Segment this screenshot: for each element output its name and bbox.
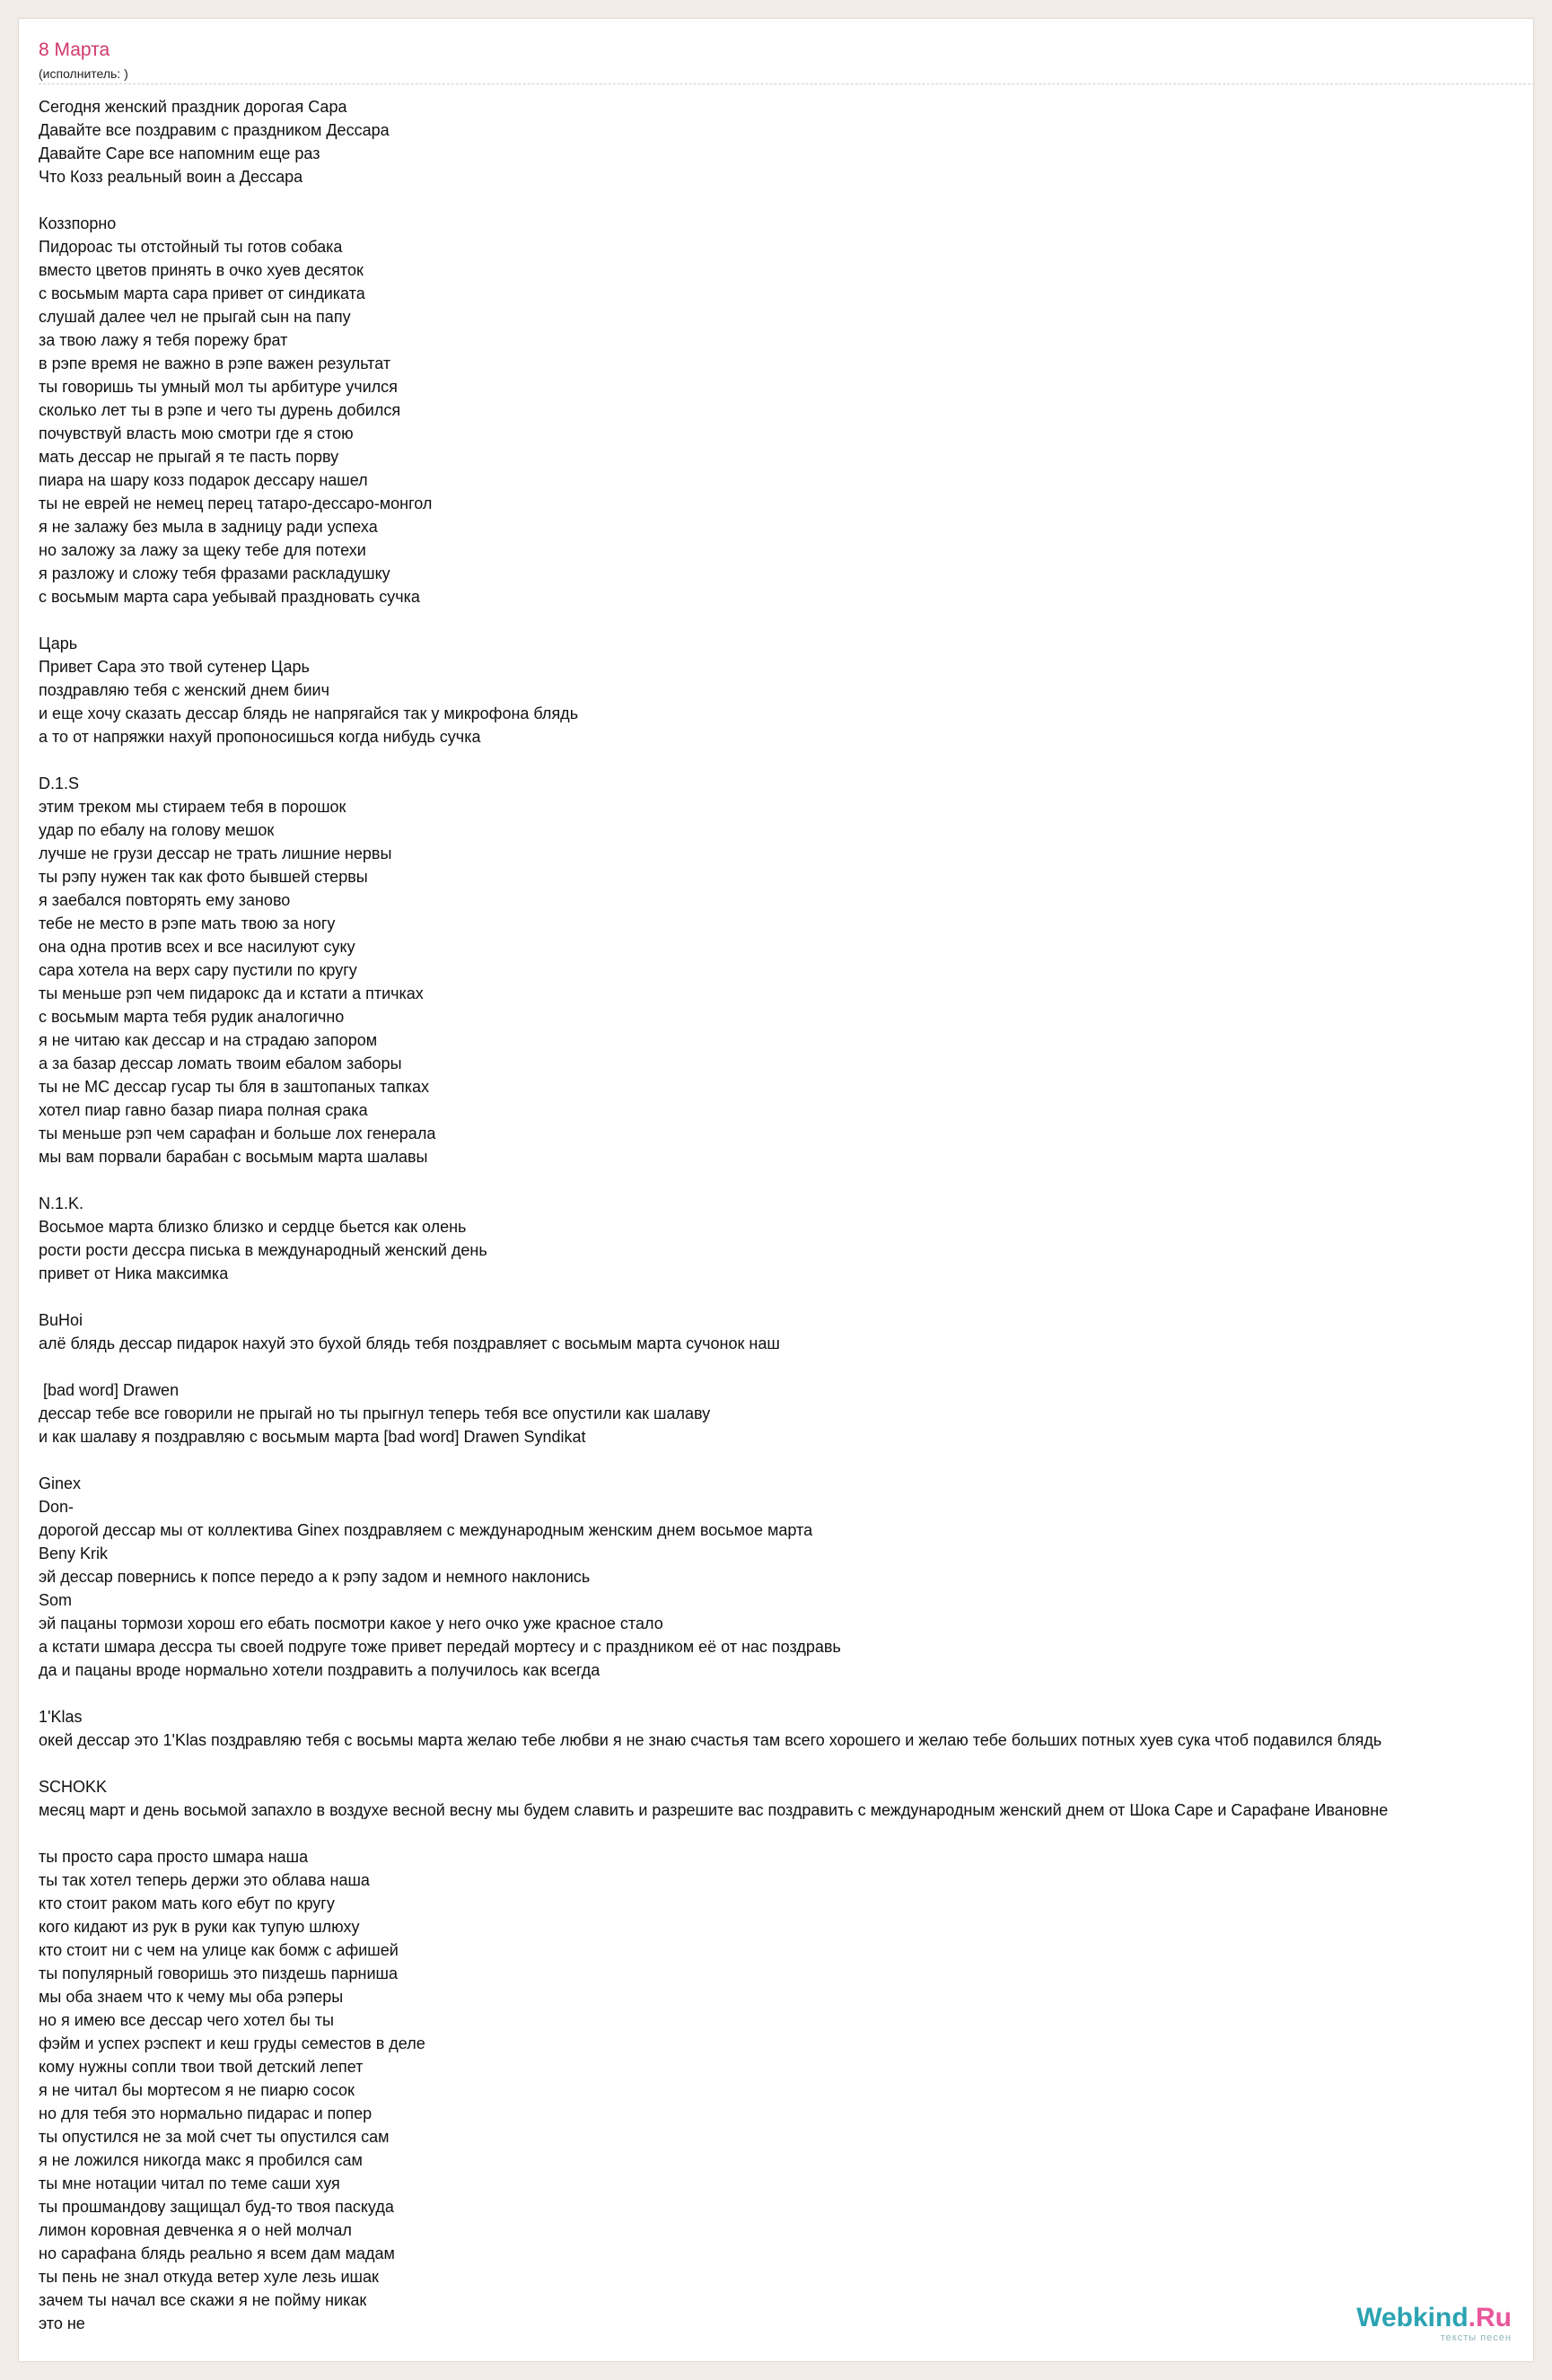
logo-name: Webkind	[1356, 2303, 1469, 2332]
lyrics-text: Сегодня женский праздник дорогая Сара Давайте все поздравим с праздником Дессара Давайте Саре все напомним еще раз Что Козз реальный воин а Дессара Коззпорно Пидороас ты отстойный ты готов собака вместо цветов принять в очко хуев десяток с восьмым марта сара привет от синдиката слушай далее чел не прыгай сын на папу за твою лажу я тебя порежу брат в рэпе время не важно в рэпе важен результат ты говоришь ты умный мол ты арбитуре учился сколько лет ты в рэпе и чего ты дурень добился почувствуй власть мою смотри где я стою мать дессар не прыгай я те пасть порву пиара на шару козз подарок дессару нашел ты не еврей не немец перец татаро-дессаро-монгол я не залажу без мыла в задницу ради успеха но заложу за лажу за щеку тебе для потехи я разложу и сложу тебя фразами раскладушку с восьмым марта сара уебывай праздновать сучка Царь Привет Сара это твой сутенер Царь поздравляю тебя с женский днем биич и еще хочу сказать дессар блядь не напрягайся так у микрофона блядь а то от напряжки нахуй пропоносишься когда нибудь сучка D.1.S этим треком мы стираем тебя в порошок удар по ебалу на голову мешок лучше не грузи дессар не трать лишние нервы ты рэпу нужен так как фото бывшей стервы я заебался повторять ему заново тебе не место в рэпе мать твою за ногу она одна против всех и все насилуют суку сара хотела на верх сару пустили по кругу ты меньше рэп чем пидарокс да и кстати а птичках с восьмым марта тебя рудик аналогично я не читаю как дессар и на страдаю запором а за базар дессар ломать твоим ебалом заборы ты не МС дессар гусар ты бля в заштопаных тапках хотел пиар гавно базар пиара полная срака ты меньше рэп чем сарафан и больше лох генерала мы вам порвали барабан с восьмым марта шалавы N.1.K. Восьмое марта близко близко и сердце бьется как олень рости рости дессра писька в международный женский день привет от Ника максимка BuHoi алё блядь дессар пидарок нахуй это бухой блядь тебя поздравляет с восьмым марта сучонок наш [bad word] Drawen дессар тебе все говорили не прыгай но ты прыгнул теперь тебя все опустили как шалаву и как шалаву я поздравляю с восьмым марта [bad word] Drawen Syndikat Ginex Don- дорогой дессар мы от коллектива Ginex поздравляем с международным женским днем восьмое марта Beny Krik эй дессар повернись к попсе передо а к рэпу задом и немного наклонись Som эй пацаны тормози хорош его ебать посмотри какое у него очко уже красное стало а кстати шмара дессра ты своей подруге тоже привет передай мортесу и с праздником её от нас поздравь да и пацаны вроде нормально хотели поздравить а получилось как всегда 1'Klas окей дессар это 1'Klas поздравляю тебя с восьмы марта желаю тебе любви я не знаю счастья там всего хорошего и желаю тебе больших потных хуев сука чтоб подавился блядь SCHOKK месяц март и день восьмой запахло в воздухе весной весну мы будем славить и разрешите вас поздравить с международным женский днем от Шока Саре и Сарафане Ивановне ты просто сара просто шмара наша ты так хотел теперь держи это облава наша кто стоит раком мать кого ебут по кругу кого кидают из рук в руки как тупую шлюху кто стоит ни с чем на улице как бомж с афишей ты популярный говоришь это пиздешь парниша мы оба знаем что к чему мы оба рэперы но я имею все дессар чего хотел бы ты фэйм и успех рэспект и кеш груды семестов в деле кому нужны сопли твои твой детский лепет я не читал бы мортесом я не пиарю сосок но для тебя это нормально пидарас и попер ты опустился не за мой счет ты опустился сам я не ложился никогда макс я пробился сам ты мне нотации читал по теме саши хуя ты прошмандову защищал буд-то твоя паскуда лимон коровная девченка я о ней молчал но сарафана блядь реально я всем дам мадам ты пень не знал откуда ветер хуле лезь ишак зачем ты начал все скажи я не пойму никак это не	[39, 98, 1389, 2332]
lyrics-card	[18, 18, 1534, 2362]
song-title: 8 Марта	[39, 39, 110, 60]
logo-tagline: тексты песен	[1440, 2332, 1512, 2343]
divider	[39, 83, 1534, 84]
site-logo[interactable]	[1356, 2305, 1512, 2343]
artist-line: (исполнитель: )	[39, 66, 128, 81]
logo-tld: .Ru	[1468, 2303, 1512, 2332]
